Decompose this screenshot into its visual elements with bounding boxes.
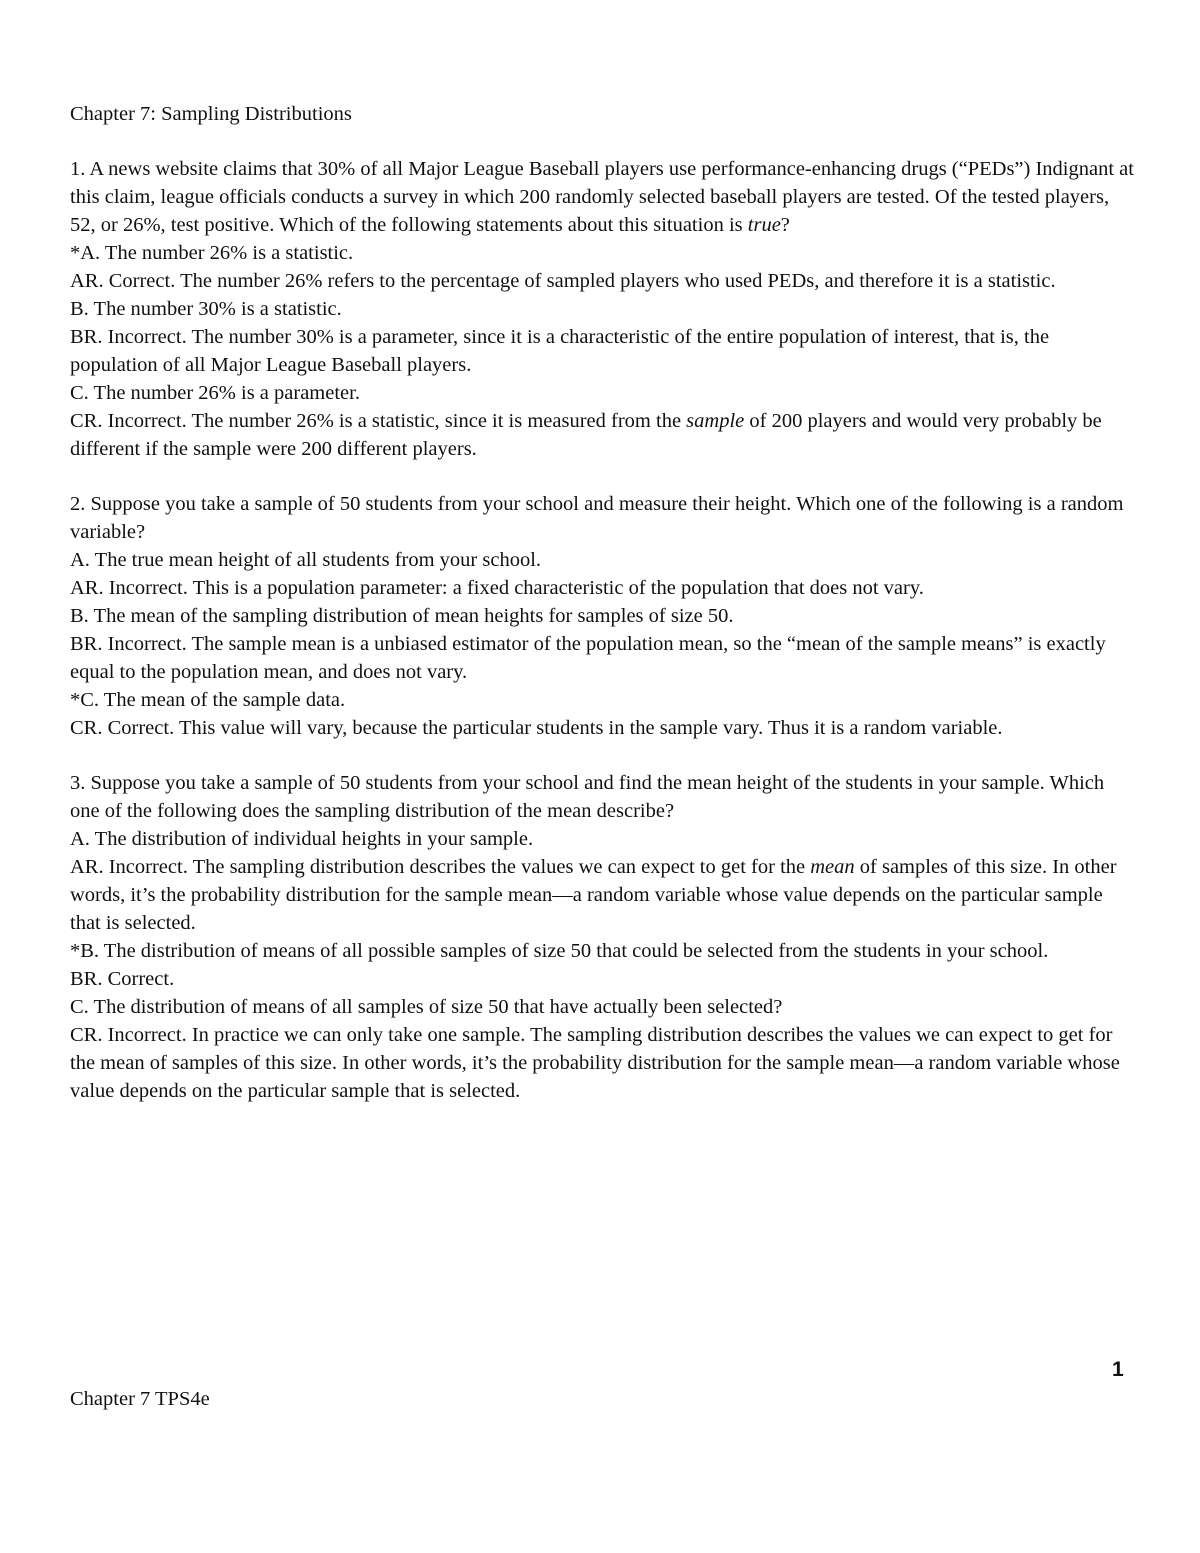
question-1 xyxy=(70,155,1135,463)
question-stem xyxy=(70,155,1135,239)
answer-option-c: *C. The mean of the sample data. xyxy=(70,689,346,711)
answer-option-a: A. The true mean height of all students from your school. xyxy=(70,549,542,571)
answer-option-b: B. The mean of the sampling distribution of mean heights for samples of size 50. xyxy=(70,605,734,627)
answer-rationale-a: AR. Incorrect. This is a population parameter: a fixed characteristic of the population that does not vary. xyxy=(70,577,924,599)
answer-rationale-b: BR. Incorrect. The number 30% is a parameter, since it is a characteristic of the entire population of interest, that is, the population of all Major League Baseball players. xyxy=(70,326,1050,376)
spacer xyxy=(70,742,1135,769)
answer-rationale-c xyxy=(70,407,1135,463)
emphasis-text: true xyxy=(747,214,781,236)
answer-option-c: C. The number 26% is a parameter. xyxy=(70,382,360,404)
question-stem: 2. Suppose you take a sample of 50 students from your school and measure their height. Which one of the following is a random variable? xyxy=(70,493,1124,543)
answer-option-a: A. The distribution of individual heights in your sample. xyxy=(70,828,534,850)
spacer xyxy=(70,463,1135,490)
emphasis-text: mean xyxy=(810,856,855,878)
question-text-end: ? xyxy=(780,214,790,236)
answer-option-b: B. The number 30% is a statistic. xyxy=(70,298,342,320)
page-footer: Chapter 7 TPS4e xyxy=(70,1388,210,1410)
answer-rationale-c: CR. Correct. This value will vary, because the particular students in the sample vary. Thus it is a random variable. xyxy=(70,717,1003,739)
page-number: 1 xyxy=(1112,1358,1124,1381)
emphasis-text: sample xyxy=(686,410,745,432)
answer-rationale-a: AR. Correct. The number 26% refers to the percentage of sampled players who used PEDs, and therefore it is a statistic. xyxy=(70,270,1056,292)
question-text: 1. A news website claims that 30% of all Major League Baseball players use performance-enhancing drugs (“PEDs”) Indignant at this claim, league officials conducts a survey in which 200 randomly selected baseball players are tested. Of the tested players, 52, or 26%, test positive. Which of the following statements about this situation is xyxy=(70,158,1134,236)
rationale-text-end: of 200 players and would very probably be different if the sample were 200 different players. xyxy=(70,410,1102,460)
spacer xyxy=(70,128,1135,155)
answer-rationale-b: BR. Correct. xyxy=(70,968,175,990)
answer-rationale-a xyxy=(70,853,1135,937)
rationale-text-end: of samples of this size. In other words, it’s the probability distribution for the sample mean—a random variable whose value depends on the particular sample that is selected. xyxy=(70,856,1117,934)
question-3 xyxy=(70,769,1135,1105)
document-body xyxy=(70,100,1135,1105)
rationale-text: AR. Incorrect. The sampling distribution describes the values we can expect to get for the xyxy=(70,856,811,878)
rationale-text: CR. Incorrect. The number 26% is a statistic, since it is measured from the xyxy=(70,410,687,432)
answer-rationale-b: BR. Incorrect. The sample mean is a unbiased estimator of the population mean, so the “mean of the sample means” is exactly equal to the population mean, and does not vary. xyxy=(70,633,1106,683)
answer-option-a: *A. The number 26% is a statistic. xyxy=(70,242,354,264)
question-2 xyxy=(70,490,1135,742)
answer-option-c: C. The distribution of means of all samples of size 50 that have actually been selected? xyxy=(70,996,783,1018)
page-title: Chapter 7: Sampling Distributions xyxy=(70,103,352,125)
answer-rationale-c: CR. Incorrect. In practice we can only take one sample. The sampling distribution describes the values we can expect to get for the mean of samples of this size. In other words, it’s the probability distribution for the sample mean—a random variable whose value depends on the particular sample that is selected. xyxy=(70,1024,1120,1102)
question-stem: 3. Suppose you take a sample of 50 students from your school and find the mean height of the students in your sample. Which one of the following does the sampling distribution of the mean describe? xyxy=(70,772,1105,822)
answer-option-b: *B. The distribution of means of all possible samples of size 50 that could be selected from the students in your school. xyxy=(70,940,1049,962)
